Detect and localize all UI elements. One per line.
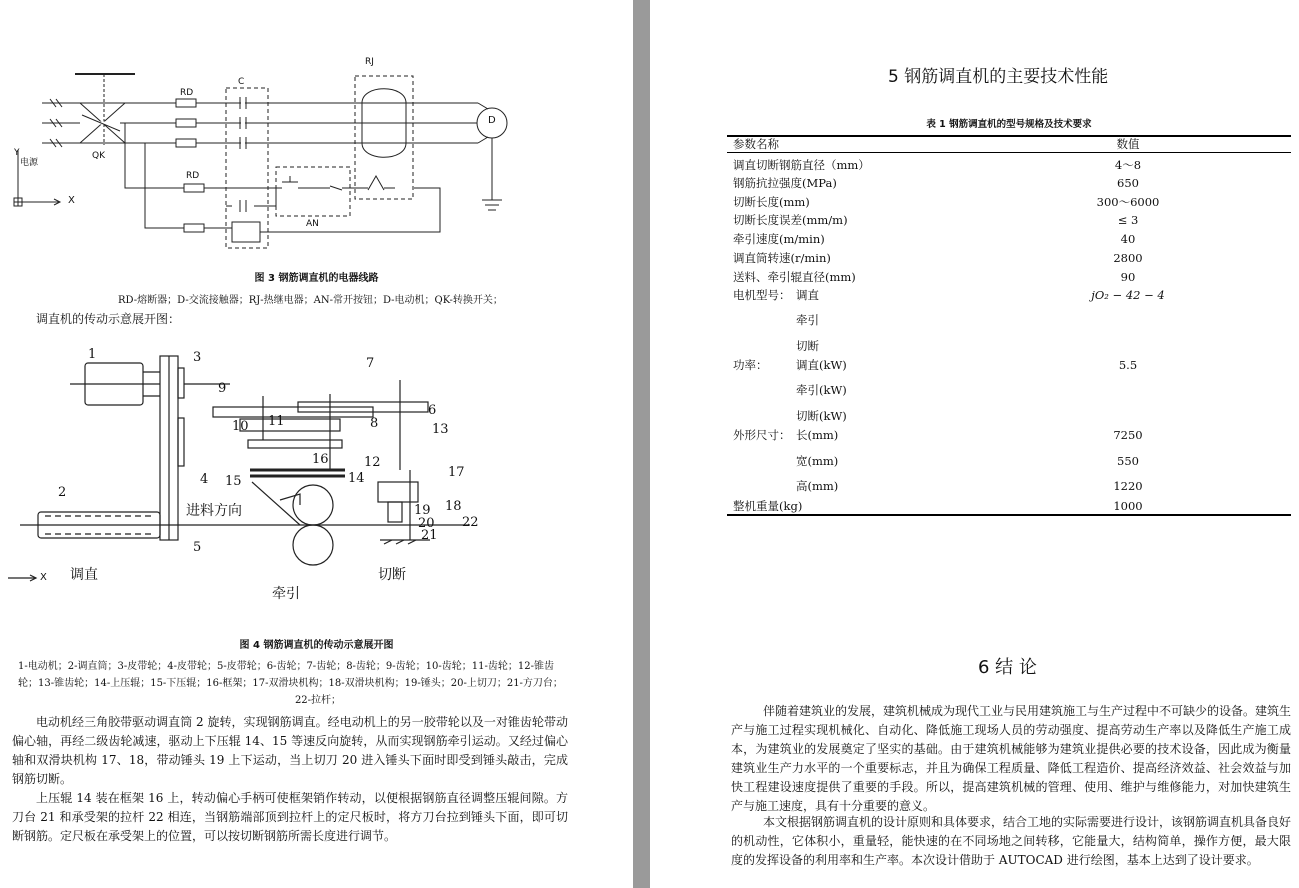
- table-cell-subparam: 高(mm): [796, 479, 839, 493]
- fig4-num-15: 15: [225, 474, 242, 489]
- fig4-num-13: 13: [432, 422, 449, 437]
- fig4-caption: 图 4 钢筋调直机的传动示意展开图: [239, 640, 394, 651]
- fig4-label-straighten: 调直: [70, 567, 98, 583]
- label-motor-d: D: [488, 115, 496, 126]
- label-x-axis: X: [68, 195, 75, 206]
- fig4-num-19: 19: [414, 503, 431, 518]
- fig4-num-17: 17: [448, 465, 465, 480]
- label-rd-1: RD: [180, 88, 194, 98]
- fig4-num-5: 5: [193, 540, 202, 555]
- table-header-param: 参数名称: [733, 137, 779, 151]
- fig4-num-20: 20: [418, 516, 435, 531]
- table-cell-param: 切断长度(mm): [733, 195, 810, 209]
- table-row: [733, 497, 1293, 515]
- table-cell-value: 550: [1117, 454, 1139, 468]
- table-cell-subparam: 调直(kW): [796, 358, 847, 372]
- rd-fuses: [176, 99, 204, 232]
- table-row: [733, 249, 1293, 267]
- table-row: [733, 211, 1293, 229]
- table-row: [733, 268, 1293, 286]
- label-y-axis: Y: [14, 148, 20, 158]
- table-cell-value: 90: [1120, 270, 1136, 284]
- table-header-value: 数值: [1116, 137, 1140, 151]
- fig4-num-6: 6: [428, 403, 437, 418]
- table-cell-subparam: 切断: [796, 339, 819, 353]
- table-row: [733, 337, 1293, 355]
- fig4-num-21: 21: [421, 528, 438, 543]
- table-cell-param: 送料、牵引辊直径(mm): [733, 270, 856, 284]
- table-row: [733, 407, 1293, 425]
- table-cell-subparam: 切断(kW): [796, 409, 847, 423]
- table-cell-param: 功率：: [733, 358, 768, 372]
- fig4-num-4: 4: [200, 472, 209, 487]
- label-rj: RJ: [365, 57, 374, 67]
- fig4-num-12: 12: [364, 455, 381, 470]
- table-cell-value: 4～8: [1114, 158, 1142, 172]
- fig4-legend-line-3: 22-拉杆；: [294, 695, 342, 706]
- c-contacts: [240, 97, 246, 212]
- fig4-label-feed-direction: 进料方向: [186, 503, 242, 519]
- fig4-legend-line-1: 1-电动机；2-调直筒；3-皮带轮；4-皮带轮；5-皮带轮；6-齿轮；7-齿轮；8-齿轮；9-齿轮；10-齿轮；11-齿轮；12-锥齿: [18, 661, 554, 672]
- table-cell-value: 1220: [1113, 479, 1143, 493]
- table-cell-subparam: 宽(mm): [796, 454, 839, 468]
- fig4-num-18: 18: [445, 499, 462, 514]
- table-cell-subparam: 牵引(kW): [796, 383, 847, 397]
- table-cell-value: 5.5: [1118, 358, 1138, 372]
- fig4-num-7: 7: [366, 356, 375, 371]
- label-power: 电源: [20, 158, 39, 168]
- table-header-rule: [727, 152, 1291, 153]
- table-cell-param: 外形尺寸：: [733, 428, 791, 442]
- fig4-num-3: 3: [193, 350, 202, 365]
- fig4-num-16: 16: [312, 452, 329, 467]
- fig3-caption: 图 3 钢筋调直机的电器线路: [254, 273, 379, 284]
- section-6-title: 6 结 论: [978, 657, 1037, 678]
- table-row: [733, 381, 1293, 399]
- conclusion-paragraph-1: 伴随着建筑业的发展，建筑机械成为现代工业与民用建筑施工与生产过程中不可缺少的设备。建筑生产与施工过程实现机械化、自动化、降低施工现场人员的劳动强度、提高劳动生产率以及降低生产施工成本，为建筑业的发展奠定了坚实的基础。由于建筑机械能够为建筑业提供必要的技术设备，因此成为衡量建筑业生产力水平的一个重要标志，并且为确保工程质量、降低工程造价、提高经济效益、社会效益与加快工程建设速度提供了重要的手段。所以，提高建筑机械的管理、使用、维护与维修能力，对加快建筑生产与施工速度，具有十分重要的意义。: [731, 704, 1292, 813]
- fig4-num-1: 1: [88, 347, 97, 362]
- table-row: [733, 426, 1293, 444]
- fig4-num-2: 2: [58, 485, 67, 500]
- table-cell-value: 40: [1120, 232, 1136, 246]
- table-cell-param: 电机型号：: [733, 288, 791, 302]
- paragraph-roller-adjust: 上压辊 14 装在框架 16 上，转动偏心手柄可使框架销作转动，以便根据钢筋直径调整压辊间隙。方刀台 21 和承受架的拉杆 22 相连，当钢筋端部顶到拉杆上的定尺板时，将方刀台拉到锤头下面，即可切断钢筋。定尺板在承受架上的位置，可以按切断钢筋所需长度进行调节。: [12, 791, 568, 843]
- table-row: [733, 452, 1293, 470]
- table-cell-value: ≤ 3: [1117, 213, 1139, 227]
- table-cell-value: 2800: [1113, 251, 1143, 265]
- qk-switch: [75, 74, 135, 145]
- table-cell-param: 调直切断钢筋直径（mm）: [733, 158, 870, 172]
- table-cell-param: 牵引速度(m/min): [733, 232, 825, 246]
- table-cell-value: 300～6000: [1096, 195, 1160, 209]
- label-an: AN: [306, 219, 319, 229]
- table-row: [733, 230, 1293, 248]
- table-row: [733, 286, 1293, 304]
- table-1-caption: 表 1 钢筋调直机的型号规格及技术要求: [926, 119, 1092, 130]
- table-row: [733, 477, 1293, 495]
- fig4-legend: [18, 658, 618, 709]
- fig4-num-22: 22: [462, 515, 479, 530]
- fig4-num-11: 11: [268, 414, 285, 429]
- label-rd-2: RD: [186, 171, 200, 181]
- table-cell-param: 调直筒转速(r/min): [733, 251, 831, 265]
- table-cell-value: 7250: [1113, 428, 1143, 442]
- table-row: [733, 156, 1293, 174]
- table-cell-subparam: 长(mm): [796, 428, 839, 442]
- fig4-num-8: 8: [370, 416, 379, 431]
- fig4-label-cut: 切断: [378, 567, 406, 583]
- label-c: C: [238, 77, 245, 87]
- table-row: [733, 174, 1293, 192]
- table-cell-param: 钢筋抗拉强度(MPa): [733, 176, 837, 190]
- conclusion-paragraph-2: 本文根据钢筋调直机的设计原则和具体要求，结合工地的实际需要进行设计，该钢筋调直机具备良好的机动性，它体积小，重量轻，能快速的在不同场地之间转移，它能量大，结构简单，操作方便，最大限度的发挥设备的利用率和生产率。本次设计借助于 AUTOCAD 进行绘图，基本上达到了设计要求。: [731, 815, 1292, 867]
- table-row: [733, 356, 1293, 374]
- table-cell-value: 1000: [1113, 499, 1143, 513]
- table-row: [733, 193, 1293, 211]
- paragraph-transmission: 电动机经三角胶带驱动调直筒 2 旋转，实现钢筋调直。经电动机上的另一胶带轮以及一对锥齿轮带动偏心轴，再经二级齿轮减速，驱动上下压辊 14、15 等速反向旋转，从而实现钢筋牵引运动。又经过偏心轴和双滑块机构 17、18，带动锤头 19 上下运动，当上切刀 20 进入锤头下面时即受到锤头敲击，完成钢筋切断。: [12, 715, 568, 786]
- table-row: [733, 311, 1293, 329]
- table-cell-value: 650: [1117, 176, 1139, 190]
- section-5-title: 5 钢筋调直机的主要技术性能: [888, 67, 1109, 87]
- table-cell-param: 整机重量(kg): [733, 499, 803, 513]
- fig4-legend-line-2: 轮；13-锥齿轮；14-上压辊；15-下压辊；16-框架；17-双滑块机构；18-双滑块机构；19-锤头；20-上切刀；21-方刀台；: [18, 678, 563, 689]
- table-cell-value: jO₂ − 42 − 4: [1091, 288, 1165, 302]
- table-cell-subparam: 牵引: [796, 313, 819, 327]
- fig4-label-pull: 牵引: [272, 586, 300, 602]
- fig3-legend: RD-熔断器；D-交流接触器；RJ-热继电器；AN-常开按钮；D-电动机；QK-转换开关；: [118, 295, 503, 306]
- document-page-left: [0, 0, 633, 888]
- label-qk: QK: [92, 151, 105, 161]
- fig4-num-10: 10: [232, 419, 249, 434]
- fig4-num-14: 14: [348, 471, 365, 486]
- fig4-label-x-axis: X: [40, 572, 47, 583]
- table-cell-subparam: 调直: [796, 288, 819, 302]
- table-cell-param: 切断长度误差(mm/m): [733, 213, 848, 227]
- intro-text: 调直机的传动示意展开图：: [36, 312, 181, 326]
- fig4-num-9: 9: [218, 381, 227, 396]
